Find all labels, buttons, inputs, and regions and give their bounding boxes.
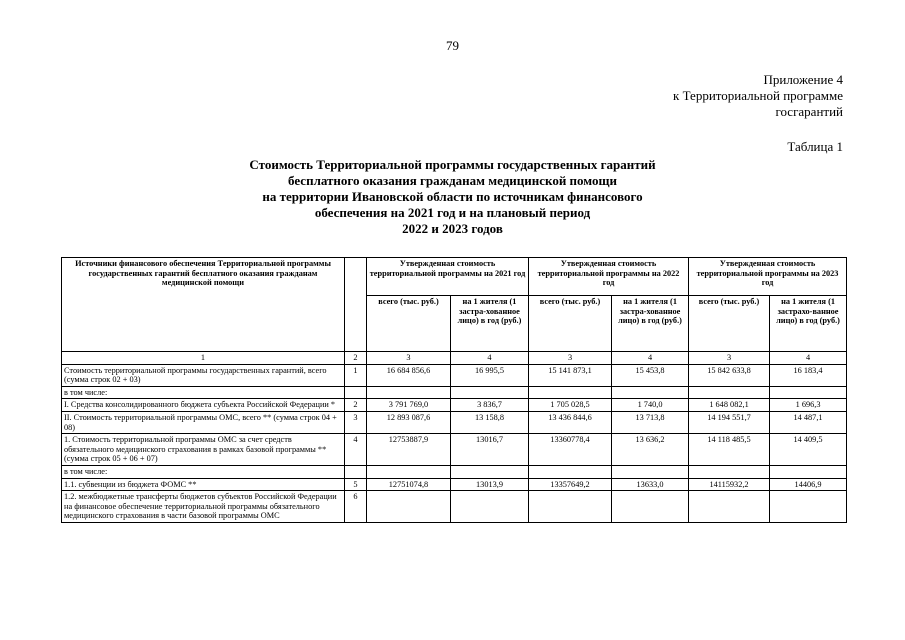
per-capita-2021: [451, 465, 529, 478]
header-2023: Утвержденная стоимость территориальной программы на 2023 год: [689, 258, 847, 296]
total-2023: 14115932,2: [689, 478, 770, 491]
per-capita-2023: [770, 386, 847, 399]
per-capita-2021: 13013,9: [451, 478, 529, 491]
per-capita-2021: [451, 386, 529, 399]
table-row: [62, 465, 847, 478]
total-2023: 14 194 551,7: [689, 411, 770, 433]
title-line: Стоимость Территориальной программы государственных гарантий: [249, 157, 656, 172]
total-2021: 12751074,8: [367, 478, 451, 491]
row-label: в том числе:: [62, 465, 345, 478]
total-2021: 3 791 769,0: [367, 399, 451, 412]
total-2021: 12753887,9: [367, 434, 451, 466]
row-number: 2: [345, 399, 367, 412]
table-row: [62, 478, 847, 491]
header-line-number: [345, 258, 367, 352]
per-capita-2023: 14 409,5: [770, 434, 847, 466]
table-row: [62, 491, 847, 523]
table-row: [62, 399, 847, 412]
index-cell: 4: [451, 352, 529, 365]
header-total-2023: всего (тыс. руб.): [689, 296, 770, 352]
total-2022: 15 141 873,1: [529, 364, 612, 386]
appendix-line: к Территориальной программе: [673, 88, 843, 103]
total-2022: 13357649,2: [529, 478, 612, 491]
title-line: обеспечения на 2021 год и на плановый период: [314, 205, 591, 220]
table-row: [62, 364, 847, 386]
row-number: [345, 386, 367, 399]
row-number: 5: [345, 478, 367, 491]
per-capita-2022: 13633,0: [612, 478, 689, 491]
per-capita-2023: 16 183,4: [770, 364, 847, 386]
index-cell: 3: [529, 352, 612, 365]
header-per-capita-2021: на 1 жителя (1 застра-хованное лицо) в год (руб.): [451, 296, 529, 352]
total-2021: [367, 465, 451, 478]
per-capita-2023: 14 487,1: [770, 411, 847, 433]
per-capita-2022: 1 740,0: [612, 399, 689, 412]
row-number: 3: [345, 411, 367, 433]
table-row: [62, 434, 847, 466]
row-number: [345, 465, 367, 478]
row-label: II. Стоимость территориальной программы ОМС, всего ** (сумма строк 04 + 08): [62, 411, 345, 433]
per-capita-2021: [451, 491, 529, 523]
per-capita-2022: [612, 491, 689, 523]
row-label: 1.2. межбюджетные трансферты бюджетов субъектов Российской Федерации на финансовое обеспечение территориальной программы обязательного медицинского страхования в части базовой программы ОМС: [62, 491, 345, 523]
header-total-2021: всего (тыс. руб.): [367, 296, 451, 352]
total-2023: 1 648 082,1: [689, 399, 770, 412]
page-number: 79: [446, 38, 459, 53]
per-capita-2021: 16 995,5: [451, 364, 529, 386]
per-capita-2023: 14406,9: [770, 478, 847, 491]
title-line: на территории Ивановской области по источникам финансового: [262, 189, 643, 204]
total-2023: [689, 386, 770, 399]
row-number: 4: [345, 434, 367, 466]
index-cell: 3: [367, 352, 451, 365]
row-label: в том числе:: [62, 386, 345, 399]
row-number: 1: [345, 364, 367, 386]
row-label: 1.1. субвенции из бюджета ФОМС **: [62, 478, 345, 491]
per-capita-2022: [612, 465, 689, 478]
per-capita-2022: 13 636,2: [612, 434, 689, 466]
table-row: [62, 386, 847, 399]
total-2022: 13 436 844,6: [529, 411, 612, 433]
per-capita-2021: 13 158,8: [451, 411, 529, 433]
total-2022: [529, 465, 612, 478]
header-per-capita-2022: на 1 жителя (1 застра-хованное лицо) в год (руб.): [612, 296, 689, 352]
title-line: 2022 и 2023 годов: [402, 221, 503, 236]
total-2021: [367, 386, 451, 399]
appendix-line: госгарантий: [775, 104, 843, 119]
title-line: бесплатного оказания гражданам медицинской помощи: [288, 173, 617, 188]
appendix-line: Приложение 4: [763, 72, 843, 87]
index-cell: 4: [770, 352, 847, 365]
total-2022: 13360778,4: [529, 434, 612, 466]
index-cell: 3: [689, 352, 770, 365]
total-2023: 15 842 633,8: [689, 364, 770, 386]
index-cell: 4: [612, 352, 689, 365]
total-2022: 1 705 028,5: [529, 399, 612, 412]
total-2023: [689, 465, 770, 478]
table-row: [62, 411, 847, 433]
header-sources: Источники финансового обеспечения Территориальной программы государственных гарантий бесплатного оказания гражданам медицинской помощи: [62, 258, 345, 352]
header-2021: Утвержденная стоимость территориальной программы на 2021 год: [367, 258, 529, 296]
per-capita-2022: 13 713,8: [612, 411, 689, 433]
document-title: [150, 157, 755, 237]
per-capita-2022: 15 453,8: [612, 364, 689, 386]
table-label: Таблица 1: [787, 139, 843, 154]
row-label: I. Средства консолидированного бюджета субъекта Российской Федерации *: [62, 399, 345, 412]
total-2022: [529, 386, 612, 399]
total-2021: 12 893 087,6: [367, 411, 451, 433]
total-2021: [367, 491, 451, 523]
per-capita-2022: [612, 386, 689, 399]
per-capita-2023: 1 696,3: [770, 399, 847, 412]
total-2021: 16 684 856,6: [367, 364, 451, 386]
per-capita-2021: 13016,7: [451, 434, 529, 466]
index-cell: 1: [62, 352, 345, 365]
row-label: 1. Стоимость территориальной программы ОМС за счет средств обязательного медицинского страхования в рамках базовой программы ** (сумма строк 05 + 06 + 07): [62, 434, 345, 466]
header-per-capita-2023: на 1 жителя (1 застрахо-ванное лицо) в год (руб.): [770, 296, 847, 352]
header-total-2022: всего (тыс. руб.): [529, 296, 612, 352]
appendix-heading: [673, 72, 843, 120]
row-number: 6: [345, 491, 367, 523]
header-2022: Утвержденная стоимость территориальной программы на 2022 год: [529, 258, 689, 296]
per-capita-2023: [770, 465, 847, 478]
per-capita-2023: [770, 491, 847, 523]
row-label: Стоимость территориальной программы государственных гарантий, всего (сумма строк 02 + 03): [62, 364, 345, 386]
total-2023: [689, 491, 770, 523]
total-2023: 14 118 485,5: [689, 434, 770, 466]
total-2022: [529, 491, 612, 523]
cost-table: [61, 257, 847, 523]
per-capita-2021: 3 836,7: [451, 399, 529, 412]
index-cell: 2: [345, 352, 367, 365]
